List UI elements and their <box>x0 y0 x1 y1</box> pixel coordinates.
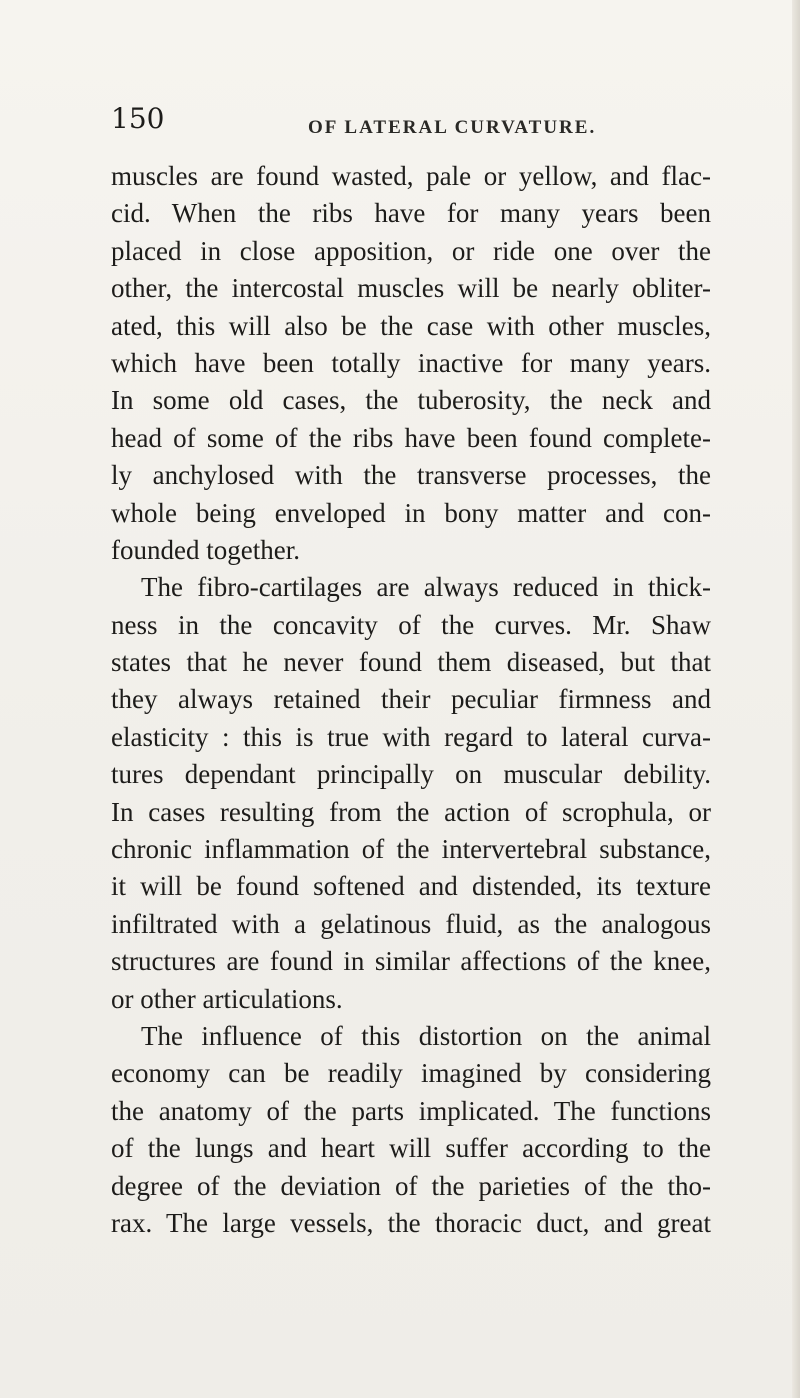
running-head: OF LATERAL CURVATURE. <box>308 117 597 138</box>
text-line: The fibro-cartilages are always reduced in thick- <box>141 572 711 603</box>
text-line: ated, this will also be the case with other muscles, <box>111 310 711 341</box>
text-line: they always retained their peculiar firmness and <box>111 684 711 715</box>
text-line: muscles are found wasted, pale or yellow, and flac- <box>111 161 711 191</box>
text-line: elasticity : this is true with regard to lateral curva- <box>111 721 711 752</box>
page-number: 150 <box>111 102 165 135</box>
text-line: economy can be readily imagined by considering <box>111 1058 711 1089</box>
text-line: The influence of this distortion on the animal <box>141 1020 711 1051</box>
text-line: it will be found softened and distended, its texture <box>111 871 711 902</box>
text-line: states that he never found them diseased, but that <box>111 647 711 678</box>
text-line: of the lungs and heart will suffer according to the <box>111 1133 711 1164</box>
text-line: cid. When the ribs have for many years been <box>111 198 711 229</box>
text-line: chronic inflammation of the intervertebral substance, <box>111 834 711 865</box>
body-text <box>111 158 711 1242</box>
page-edge <box>792 0 800 1398</box>
text-line: ly anchylosed with the transverse processes, the <box>111 460 711 491</box>
text-line: placed in close apposition, or ride one over the <box>111 235 711 266</box>
text-line: In cases resulting from the action of scrophula, or <box>111 796 711 827</box>
text-line: rax. The large vessels, the thoracic duct, and great <box>111 1207 711 1238</box>
text-line: degree of the deviation of the parieties of the tho- <box>111 1170 711 1201</box>
text-line: tures dependant principally on muscular debility. <box>111 759 711 790</box>
text-line: whole being enveloped in bony matter and con- <box>111 497 711 528</box>
text-line: which have been totally inactive for many years. <box>111 347 711 378</box>
text-line: ness in the concavity of the curves. Mr. Shaw <box>111 609 711 640</box>
text-line: other, the intercostal muscles will be nearly obliter- <box>111 273 711 304</box>
text-line: infiltrated with a gelatinous fluid, as the analogous <box>111 908 711 939</box>
text-line: or other articulations. <box>111 983 343 1014</box>
text-line: structures are found in similar affections of the knee, <box>111 946 711 977</box>
text-line: founded together. <box>111 534 300 565</box>
text-line: head of some of the ribs have been found complete- <box>111 422 711 453</box>
text-line: the anatomy of the parts implicated. The functions <box>111 1095 711 1126</box>
text-line: In some old cases, the tuberosity, the neck and <box>111 385 711 416</box>
page-header <box>111 104 711 144</box>
